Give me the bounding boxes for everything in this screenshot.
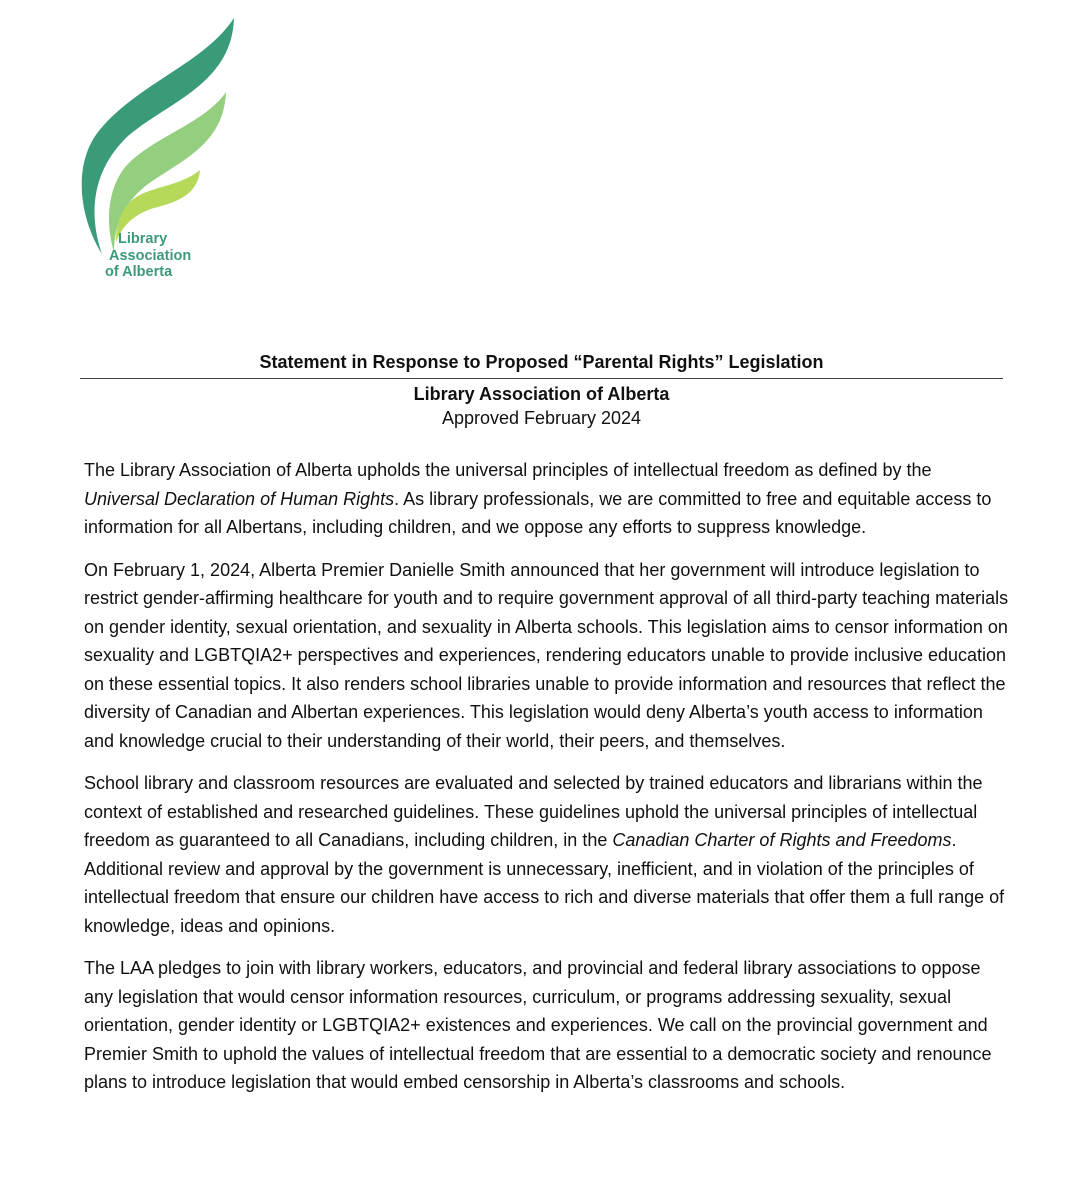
paragraph-2: On February 1, 2024, Alberta Premier Danielle Smith announced that her government will introduce legislation to restrict gender-affirming healthcare for youth and to require government approval of all third-party teaching materials on gender identity, sexual orientation, and sexuality in Alberta schools. This legislation aims to censor information on sexuality and LGBTQIA2+ perspectives and experiences, rendering educators unable to provide inclusive education on these essential topics. It also renders school libraries unable to provide information and resources that reflect the diversity of Canadian and Albertan experiences. This legislation would deny Alberta’s youth access to information and knowledge crucial to their understanding of their world, their peers, and themselves. xyxy=(84,559,1009,751)
organization-name: Library Association of Alberta xyxy=(413,384,670,404)
paragraph-4: The LAA pledges to join with library workers, educators, and provincial and federal library associations to oppose any legislation that would censor information resources, curriculum, or programs addressing sexuality, sexual orientation, gender identity or LGBTQIA2+ existences and experiences. We call on the provincial government and Premier Smith to uphold the values of intellectual freedom that are essential to a democratic society and renounce plans to introduce legislation that would embed censorship in Alberta’s classrooms and schools. xyxy=(84,958,992,1092)
udhr-title: Universal Declaration of Human Rights xyxy=(84,488,395,509)
dark-leaf-icon xyxy=(82,18,234,254)
paragraph-1-part-c: . As library professionals, we are committed to free and equitable access to information for all Albertans, including children, and we oppose any efforts to suppress knowledge. xyxy=(84,488,992,537)
logo-line-2: Association xyxy=(109,247,192,264)
logo-line-3: of Alberta xyxy=(105,264,173,280)
paragraph-3-part-c: . Additional review and approval by the government is unnecessary, inefficient, and in violation of the principles of intellectual freedom that ensure our children have access to rich and diverse materials that offer them a full range of knowledge, ideas and opinions. xyxy=(84,830,1005,936)
logo xyxy=(76,14,246,289)
statement-header xyxy=(80,350,1003,430)
paragraph-3 xyxy=(84,769,1009,940)
paragraph-1 xyxy=(84,456,1009,542)
logo-line-1: Library xyxy=(118,231,168,247)
charter-title: Canadian Charter of Rights and Freedoms xyxy=(612,830,952,850)
approval-date: Approved February 2024 xyxy=(441,408,642,428)
statement-body xyxy=(84,456,1009,1111)
paragraph-1-part-a: The Library Association of Alberta upholds the universal principles of intellectual freedom as defined by the xyxy=(84,460,932,480)
paragraph-3-part-a: School library and classroom resources are evaluated and selected by trained educators and librarians within the context of established and researched guidelines. These guidelines uphold the universal principles of intellectual freedom as guaranteed to all Canadians, including children, in the xyxy=(84,773,983,850)
statement-title: Statement in Response to Proposed “Parental Rights” Legislation xyxy=(80,350,1003,379)
logo-wordmark xyxy=(105,231,191,281)
